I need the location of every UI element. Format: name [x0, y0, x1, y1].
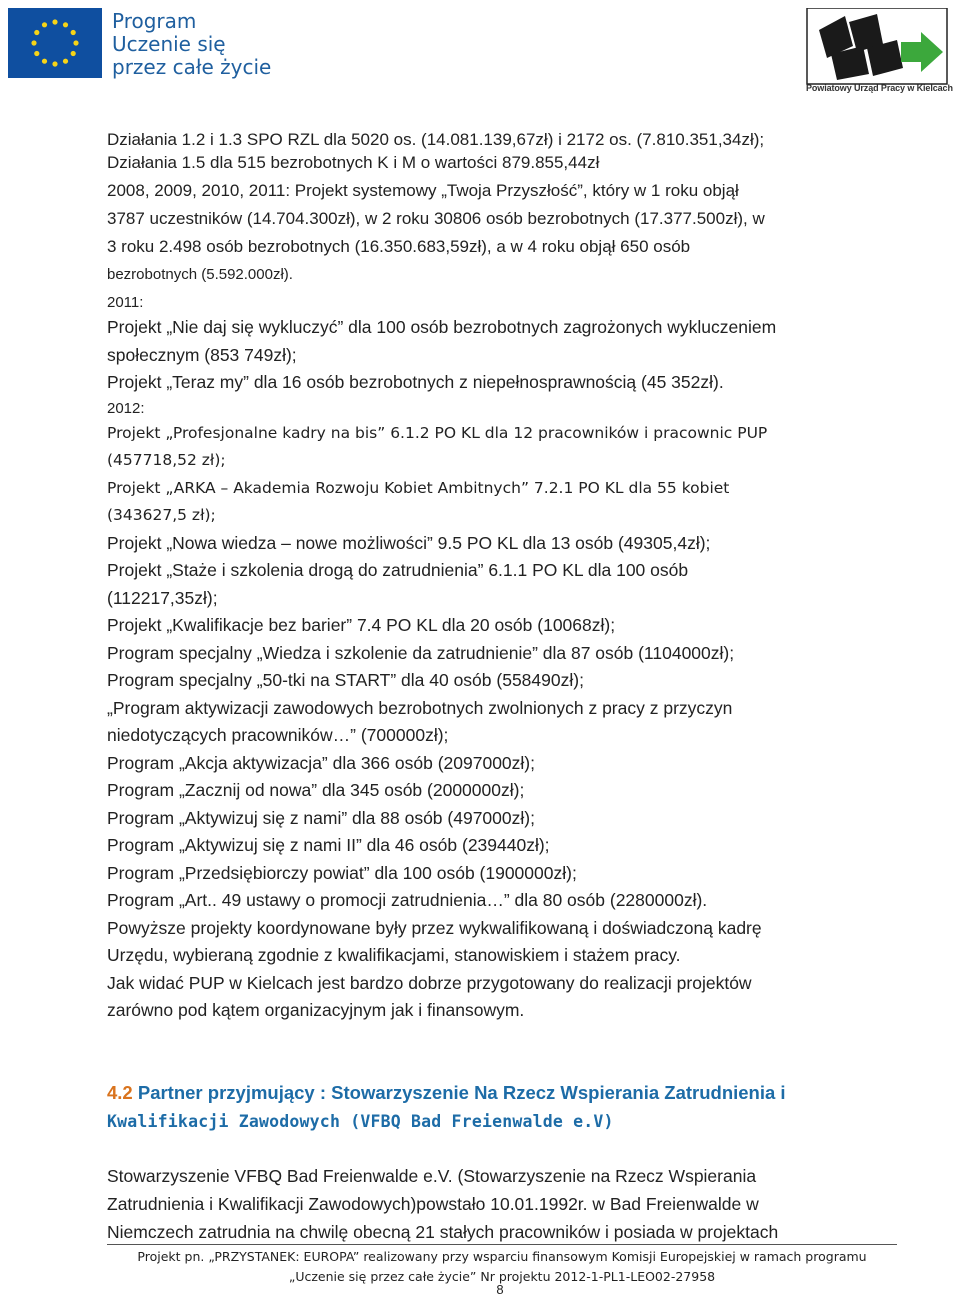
pup-caption: Powiatowy Urząd Pracy w Kielcach	[806, 83, 953, 93]
body-line: 3 roku 2.498 osób bezrobotnych (16.350.683,59zł), a w 4 roku objął 650 osób	[107, 237, 691, 256]
body-line: bezrobotnych (5.592.000zł).	[107, 266, 293, 283]
body-line: Program „Akcja aktywizacja” dla 366 osób (2097000zł);	[107, 752, 535, 773]
body-line: Projekt „Kwalifikacje bez barier” 7.4 PO KL dla 20 osób (10068zł);	[107, 615, 616, 635]
body-line: „Program aktywizacji zawodowych bezrobotnych zwolnionych z pracy z przyczyn	[107, 697, 733, 718]
document-body	[107, 128, 907, 1025]
section-paragraph	[107, 1162, 927, 1246]
program-logo-line: przez całe życie	[112, 55, 272, 79]
body-line: Program „Przedsiębiorczy powiat” dla 100 osób (1900000zł);	[107, 862, 577, 883]
footer-line-2: „Uczenie się przez całe życie” Nr projektu 2012-1-PL1-LEO02-27958	[288, 1269, 716, 1284]
body-line: Stowarzyszenie VFBQ Bad Freienwalde e.V. (Stowarzyszenie na Rzecz Wspierania	[107, 1166, 757, 1186]
body-line: 3787 uczestników (14.704.300zł), w 2 roku 30806 osób bezrobotnych (17.377.500zł), w	[107, 209, 765, 228]
body-line: zarówno pod kątem organizacyjnym jak i finansowym.	[107, 1000, 525, 1020]
section-number: 4.2	[107, 1082, 133, 1103]
year-heading: 2011:	[107, 294, 144, 311]
footer-divider	[107, 1244, 897, 1245]
body-line: niedotyczących pracowników…” (700000zł);	[107, 725, 449, 745]
eu-stars-icon	[8, 8, 102, 78]
body-line: Działania 1.5 dla 515 bezrobotnych K i M o wartości 879.855,44zł	[107, 153, 600, 172]
body-line: Projekt „Nie daj się wykluczyć” dla 100 osób bezrobotnych zagrożonych wykluczeniem	[107, 317, 777, 337]
body-line: Jak widać PUP w Kielcach jest bardzo dobrze przygotowany do realizacji projektów	[107, 972, 752, 993]
body-line: Projekt „Nowa wiedza – nowe możliwości” 9.5 PO KL dla 13 osób (49305,4zł);	[107, 532, 711, 553]
eu-flag-logo	[8, 8, 102, 78]
body-line: 2008, 2009, 2010, 2011: Projekt systemowy „Twoja Przyszłość”, który w 1 roku objął	[107, 181, 739, 200]
body-line: Projekt „Teraz my” dla 16 osób bezrobotnych z niepełnosprawnością (45 352zł).	[107, 372, 724, 392]
body-line: Niemczech zatrudnia na chwilę obecną 21 stałych pracowników i posiada w projektach	[107, 1222, 779, 1242]
body-line: (343627,5 zł);	[107, 506, 216, 524]
body-line: Projekt „Profesjonalne kadry na bis” 6.1.2 PO KL dla 12 pracowników i pracownic PUP	[107, 423, 768, 442]
program-logo-text	[112, 10, 271, 79]
body-line: Program specjalny „Wiedza i szkolenie da zatrudnienie” dla 87 osób (1104000zł);	[107, 642, 735, 663]
section-title-line-2: Kwalifikacji Zawodowych (VFBQ Bad Freienwalde e.V)	[107, 1112, 614, 1131]
program-logo-line: Program	[112, 9, 197, 33]
program-logo-line: Uczenie się	[112, 32, 226, 56]
page-footer	[107, 1247, 897, 1287]
body-line: Projekt „ARKA – Akademia Rozwoju Kobiet Ambitnych” 7.2.1 PO KL dla 55 kobiet	[107, 478, 730, 497]
section-heading	[107, 1078, 927, 1136]
body-line: (112217,35zł);	[107, 587, 218, 608]
body-line: Program „Zacznij od nowa” dla 345 osób (2000000zł);	[107, 780, 525, 800]
body-line: Program „Aktywizuj się z nami II” dla 46 osób (239440zł);	[107, 835, 550, 855]
section-heading-line-1	[107, 1078, 927, 1107]
body-line: Urzędu, wybieraną zgodnie z kwalifikacjami, stanowiskiem i stażem pracy.	[107, 945, 681, 965]
body-line: Działania 1.2 i 1.3 SPO RZL dla 5020 os. (14.081.139,67zł) i 2172 os. (7.810.351,34zł);	[107, 130, 765, 149]
body-line: Projekt „Staże i szkolenia drogą do zatrudnienia” 6.1.1 PO KL dla 100 osób	[107, 560, 689, 580]
page-number: 8	[496, 1282, 504, 1297]
body-line: Program specjalny „50-tki na START” dla 40 osób (558490zł);	[107, 670, 584, 690]
body-line: Program „Aktywizuj się z nami” dla 88 osób (497000zł);	[107, 807, 535, 828]
body-line: Powyższe projekty koordynowane były przez wykwalifikowaną i doświadczoną kadrę	[107, 917, 762, 938]
section-title-line-1: Partner przyjmujący : Stowarzyszenie Na Rzecz Wspierania Zatrudnienia i	[137, 1082, 786, 1103]
body-line: Program „Art.. 49 ustawy o promocji zatrudnienia…” dla 80 osób (2280000zł).	[107, 890, 708, 910]
body-line: (457718,52 zł);	[107, 451, 226, 469]
pup-emblem-icon	[805, 8, 950, 88]
body-line: społecznym (853 749zł);	[107, 344, 297, 365]
footer-line-1: Projekt pn. „PRZYSTANEK: EUROPA” realizowany przy wsparciu finansowym Komisji Europejskiej w ramach programu	[137, 1249, 867, 1264]
year-heading: 2012:	[107, 399, 145, 417]
body-line: Zatrudnienia i Kwalifikacji Zawodowych)powstało 10.01.1992r. w Bad Freienwalde w	[107, 1194, 759, 1214]
